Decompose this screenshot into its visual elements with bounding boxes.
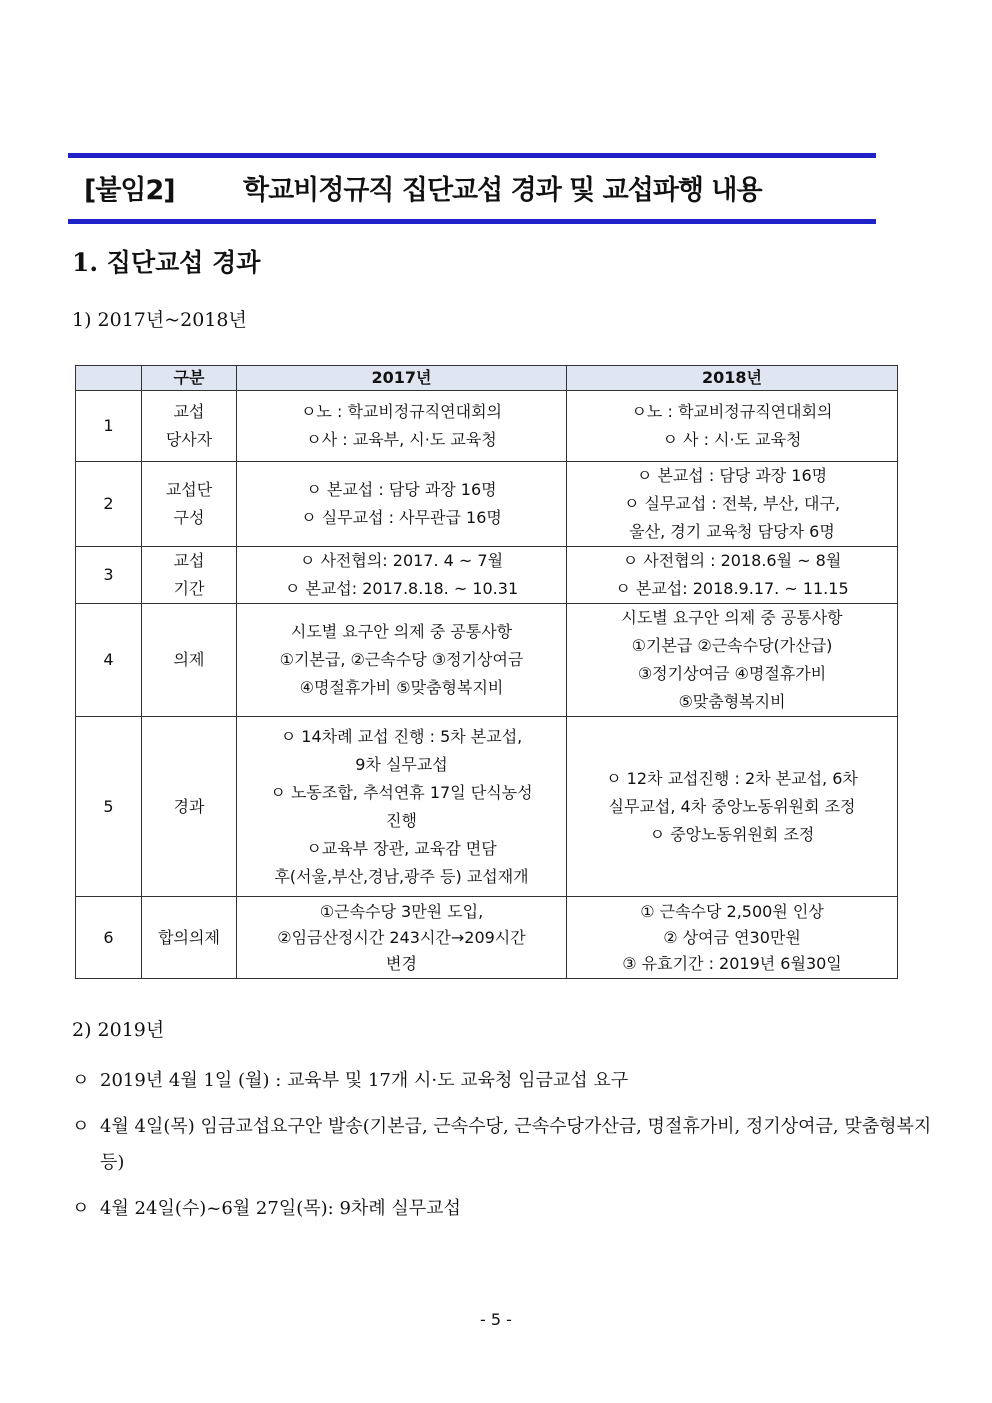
list-item	[72, 1109, 932, 1181]
cell-line: ㅇ노 : 학교비정규직연대회의	[300, 402, 503, 421]
year-2017-cell	[237, 391, 567, 462]
category-cell	[142, 897, 237, 979]
cell-line: ㅇ 본교섭: 2017.8.18. ~ 10.31	[284, 579, 519, 598]
subsection-heading-2019: 2) 2019년	[72, 1019, 165, 1041]
table-row	[76, 897, 898, 979]
year-2017-cell	[237, 604, 567, 717]
cell-line: 진행	[386, 810, 417, 830]
row-number-cell: 4	[76, 604, 142, 717]
row-number-cell: 1	[76, 391, 142, 462]
cell-line: ㅇ 14차례 교섭 진행 : 5차 본교섭,	[280, 726, 523, 746]
cell-line: ② 상여금 연30만원	[663, 927, 801, 947]
cell-line: ㅇ 사전협의: 2017. 4 ~ 7월	[299, 551, 504, 570]
list-item	[72, 1063, 932, 1099]
cell-line: ㅇ 중앙노동위원회 조정	[649, 824, 815, 844]
cell-line: 교섭단	[165, 480, 213, 499]
year-2017-cell	[237, 897, 567, 979]
cell-line: ①기본급 ②근속수당(가산급)	[631, 636, 833, 655]
cell-line: ㅇ교육부 장관, 교육감 면담	[306, 838, 497, 858]
cell-line: ㅇ 사전협의 : 2018.6월 ~ 8월	[622, 551, 842, 570]
cell-line: ③ 유효기간 : 2019년 6월30일	[622, 953, 842, 973]
list-item	[72, 1191, 932, 1227]
cell-line: 합의의제	[158, 927, 220, 947]
page-title: 학교비정규직 집단교섭 경과 및 교섭파행 내용	[243, 175, 762, 206]
cell-line: ㅇ 본교섭 : 담당 과장 16명	[636, 466, 828, 485]
year-2018-cell	[567, 391, 898, 462]
cell-line: ㅇ 실무교섭 : 사무관급 16명	[301, 508, 502, 527]
cell-line: 구성	[173, 508, 205, 527]
cell-line: ①기본급, ②근속수당 ③정기상여금	[279, 650, 524, 669]
header-rule-top	[68, 153, 876, 158]
bullet-text: 2019년 4월 1일 (월) : 교육부 및 17개 시·도 교육청 임금교섭 요구	[100, 1070, 629, 1091]
page-number: - 5 -	[480, 1310, 512, 1329]
table-header-cell	[76, 366, 142, 391]
row-number-cell: 6	[76, 897, 142, 979]
cell-line: 교섭	[173, 551, 205, 570]
cell-line: 시도별 요구안 의제 중 공통사항	[621, 608, 843, 627]
cell-line: ③정기상여금 ④명절휴가비	[637, 664, 827, 683]
year-2017-cell	[237, 547, 567, 604]
cell-line: ㅇ 사 : 시·도 교육청	[662, 430, 802, 449]
cell-line: ④명절휴가비 ⑤맞춤형복지비	[299, 678, 504, 697]
category-cell	[142, 604, 237, 717]
year-2017-cell	[237, 462, 567, 547]
table-row	[76, 717, 898, 897]
table-row	[76, 462, 898, 547]
bullet-text: 4월 4일(목) 임금교섭요구안 발송(기본급, 근속수당, 근속수당가산금, 명절휴가비, 정기상여금, 맞춤형복지 등)	[100, 1116, 932, 1173]
table-header-cell: 2018년	[567, 366, 898, 391]
table-header-row	[76, 366, 898, 391]
category-cell	[142, 547, 237, 604]
cell-line: 기간	[173, 579, 205, 598]
year-2018-cell	[567, 897, 898, 979]
cell-line: ① 근속수당 2,500원 인상	[640, 901, 824, 921]
cell-line: ㅇ 본교섭 : 담당 과장 16명	[306, 480, 497, 499]
negotiation-table	[75, 365, 898, 979]
table-header-cell: 2017년	[237, 366, 567, 391]
row-number-cell: 3	[76, 547, 142, 604]
row-number-cell: 5	[76, 717, 142, 897]
cell-line: 9차 실무교섭	[355, 754, 448, 774]
category-cell	[142, 717, 237, 897]
cell-line: ②임금산정시간 243시간→209시간	[277, 927, 526, 947]
table-row	[76, 547, 898, 604]
cell-line: ㅇ 12차 교섭진행 : 2차 본교섭, 6차	[606, 768, 858, 788]
cell-line: 실무교섭, 4차 중앙노동위원회 조정	[608, 796, 856, 816]
year-2018-cell	[567, 547, 898, 604]
table-row	[76, 391, 898, 462]
attachment-tag: [붙임2]	[84, 175, 175, 206]
cell-line: ⑤맞춤형복지비	[678, 692, 786, 711]
cell-line: 후(서울,부산,경남,광주 등) 교섭재개	[274, 866, 529, 886]
bullet-text: 4월 24일(수)~6월 27일(목): 9차례 실무교섭	[100, 1198, 461, 1219]
year-2018-cell	[567, 462, 898, 547]
cell-line: ㅇ 본교섭: 2018.9.17. ~ 11.15	[615, 579, 849, 598]
year-2018-cell	[567, 717, 898, 897]
bullet-mark: ㅇ	[72, 1116, 90, 1137]
cell-line: ㅇ노 : 학교비정규직연대회의	[631, 402, 833, 421]
cell-line: 교섭	[173, 402, 205, 421]
category-cell	[142, 391, 237, 462]
bullet-mark: ㅇ	[72, 1198, 90, 1219]
table-header-cell: 구분	[142, 366, 237, 391]
cell-line: 당사자	[165, 430, 213, 449]
year-2017-cell	[237, 717, 567, 897]
cell-line: ㅇ사 : 교육부, 시·도 교육청	[306, 430, 497, 449]
cell-line: 울산, 경기 교육청 담당자 6명	[629, 522, 835, 541]
cell-line: ①근속수당 3만원 도입,	[319, 901, 484, 921]
header-rule-bottom	[68, 219, 876, 224]
cell-line: 시도별 요구안 의제 중 공통사항	[290, 622, 513, 641]
cell-line: ㅇ 실무교섭 : 전북, 부산, 대구,	[623, 494, 841, 513]
row-number-cell: 2	[76, 462, 142, 547]
cell-line: 변경	[386, 953, 417, 973]
cell-line: ㅇ 노동조합, 추석연휴 17일 단식농성	[270, 782, 533, 802]
category-cell	[142, 462, 237, 547]
table-row	[76, 604, 898, 717]
bullet-mark: ㅇ	[72, 1070, 90, 1091]
section-heading: 1. 집단교섭 경과	[72, 248, 261, 277]
cell-line: 경과	[173, 796, 205, 816]
subsection-heading-2017-2018: 1) 2017년~2018년	[72, 309, 247, 331]
year-2018-cell	[567, 604, 898, 717]
cell-line: 의제	[173, 650, 205, 669]
